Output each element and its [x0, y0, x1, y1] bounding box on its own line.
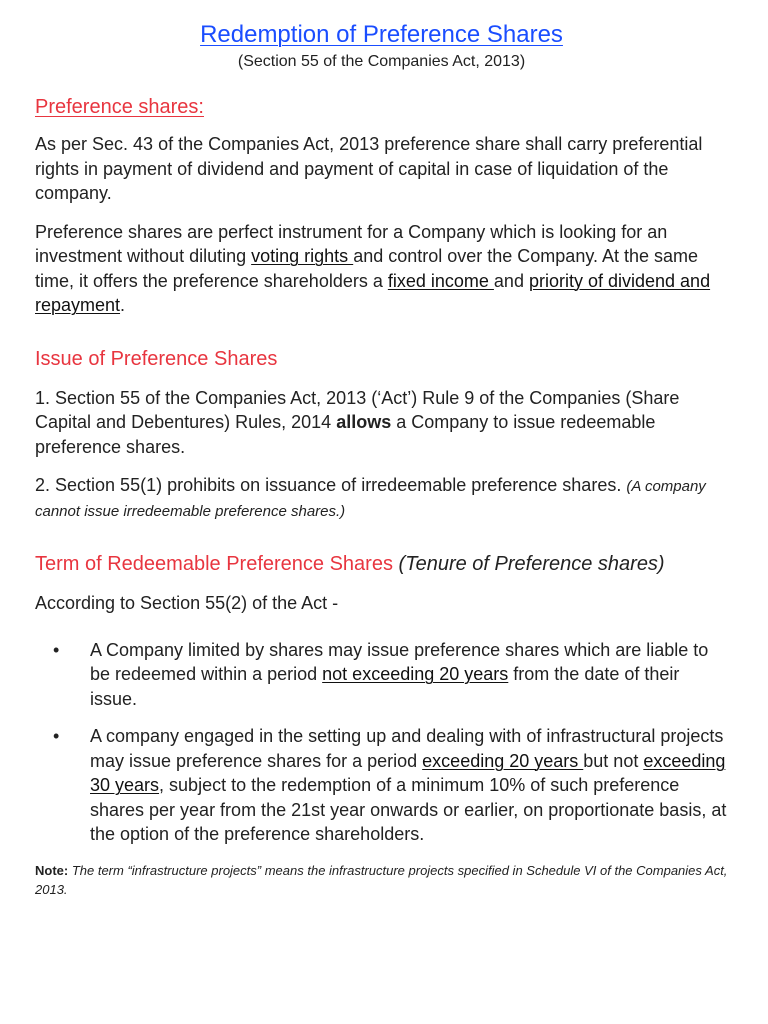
paragraph-text: and	[493, 270, 529, 291]
underlined-term-fixed-income: fixed income	[387, 270, 494, 291]
paragraph-issue-2	[35, 473, 728, 523]
section-heading-text: Term of Redeemable Preference Shares	[35, 553, 393, 575]
paragraph-according: According to Section 55(2) of the Act -	[35, 593, 339, 613]
footnote	[35, 861, 728, 899]
footnote-label: Note:	[35, 862, 69, 878]
paragraph-text: .	[120, 295, 126, 315]
document-subtitle: (Section 55 of the Companies Act, 2013)	[237, 53, 526, 70]
list-item-text: from the date of their issue.	[90, 664, 680, 709]
footnote-text: The term “infrastructure projects” means the infrastructure projects specified in Schedule VI of the Companies Act, 2013.	[35, 862, 728, 897]
list-item	[35, 724, 728, 847]
section-heading-preference-shares	[35, 94, 728, 120]
paragraph-text: 2. Section 55(1) prohibits on issuance of irredeemable preference shares.	[35, 475, 627, 495]
underlined-term-voting-rights: voting rights	[251, 246, 354, 266]
list-item-text: but not	[583, 750, 644, 771]
section-heading-text: Preference shares:	[35, 96, 204, 118]
paragraph-issue-1	[35, 386, 728, 460]
underlined-term-not-exceeding-20: not exceeding 20 years	[322, 664, 509, 684]
list-item	[35, 638, 728, 712]
bullet-icon: •	[53, 639, 60, 660]
paragraph-sec43: As per Sec. 43 of the Companies Act, 2013 preference share shall carry preferential rights in payment of dividend and payment of capital in case of liquidation of the company.	[35, 134, 703, 203]
bullet-icon: •	[53, 726, 60, 746]
paragraph-perfect-instrument	[35, 220, 728, 318]
section-heading-issue: Issue of Preference Shares	[35, 347, 278, 370]
paragraph-text: 1. Section 55 of the Companies Act, 2013 (‘Act’) Rule 9 of the Companies (Share Capital and Debentures) Rules, 2014	[35, 387, 680, 432]
section-heading-italic: (Tenure of Preference shares)	[398, 553, 665, 575]
underlined-term-priority: priority of dividend and repayment	[35, 270, 711, 315]
document-title	[35, 20, 728, 50]
bullet-list	[35, 638, 728, 847]
document-title-text: Redemption of Preference Shares	[200, 21, 563, 48]
list-item-text: A Company limited by shares may issue preference shares which are liable to be redeemed within a period	[90, 639, 709, 684]
paragraph-text: a Company to issue redeemable preference shares.	[35, 412, 656, 457]
section-heading-term	[35, 551, 728, 577]
paragraph-text: Preference shares are perfect instrument for a Company which is looking for an investment without diluting	[35, 221, 668, 266]
list-item-text: , subject to the redemption of a minimum 10% of such preference shares per year from the 21st year onwards or earlier, on proportionate basis, at the option of the preference shareholders.	[90, 775, 727, 844]
underlined-term-exceeding-20: exceeding 20 years	[422, 750, 584, 771]
list-item-text: A company engaged in the setting up and dealing with of infrastructural projects may issue preference shares for a period	[90, 726, 724, 771]
paragraph-text: and control over the Company. At the same time, it offers the preference shareholders a	[35, 246, 699, 291]
italic-note: (A company cannot issue irredeemable preference shares.)	[35, 478, 706, 520]
underlined-term-exceeding-30: exceeding 30 years	[90, 750, 726, 795]
bold-term-allows: allows	[336, 412, 392, 432]
